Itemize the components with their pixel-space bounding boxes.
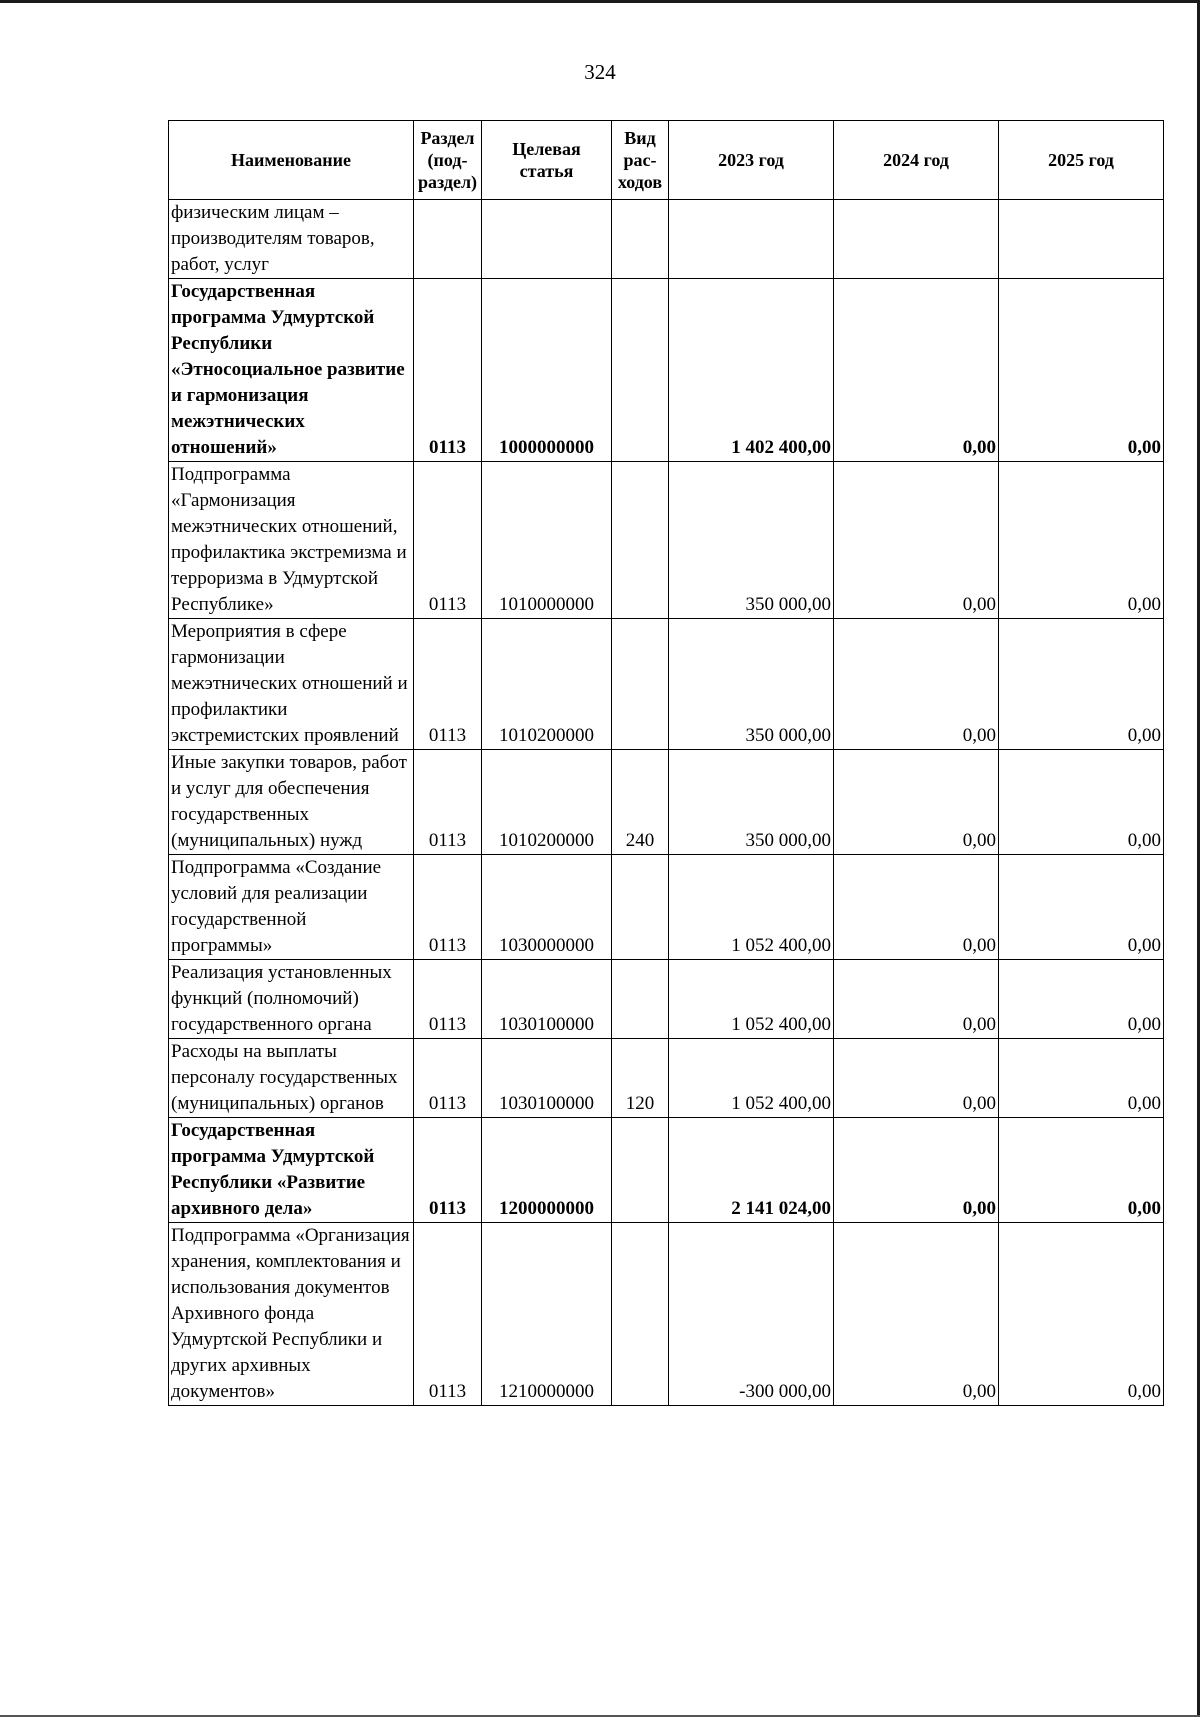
table-header-row xyxy=(169,121,1164,200)
row-2025 xyxy=(999,200,1164,279)
row-section: 0113 xyxy=(414,619,482,750)
row-target: 1030100000 xyxy=(482,960,612,1039)
row-2023: 2 141 024,00 xyxy=(669,1118,834,1223)
row-2024: 0,00 xyxy=(834,855,999,960)
row-target: 1030100000 xyxy=(482,1039,612,1118)
row-target: 1030000000 xyxy=(482,855,612,960)
row-name: физическим лицам – производителям товаров, работ, услуг xyxy=(169,200,414,279)
row-name: Иные закупки товаров, работ и услуг для обеспечения государственных (муниципальных) нужд xyxy=(169,750,414,855)
row-section: 0113 xyxy=(414,1223,482,1406)
row-2023: 1 052 400,00 xyxy=(669,855,834,960)
row-target: 1200000000 xyxy=(482,1118,612,1223)
table-row xyxy=(169,855,1164,960)
row-name: Подпрограмма «Гармонизация межэтнических отношений, профилактика экстремизма и терроризма в Удмуртской Республике» xyxy=(169,462,414,619)
scan-edge-top xyxy=(0,0,1200,3)
row-type xyxy=(612,619,669,750)
table-row xyxy=(169,462,1164,619)
row-2025: 0,00 xyxy=(999,1039,1164,1118)
row-target: 1000000000 xyxy=(482,279,612,462)
table-row xyxy=(169,960,1164,1039)
row-section: 0113 xyxy=(414,1118,482,1223)
row-name: Реализация установленных функций (полномочий) государственного органа xyxy=(169,960,414,1039)
row-name: Подпрограмма «Создание условий для реализации государственной программы» xyxy=(169,855,414,960)
row-type xyxy=(612,1223,669,1406)
row-target xyxy=(482,200,612,279)
row-2023: 1 402 400,00 xyxy=(669,279,834,462)
row-section: 0113 xyxy=(414,279,482,462)
table-row xyxy=(169,1223,1164,1406)
row-section: 0113 xyxy=(414,1039,482,1118)
table-row xyxy=(169,200,1164,279)
row-2023: -300 000,00 xyxy=(669,1223,834,1406)
row-name: Подпрограмма «Организация хранения, комплектования и использования документов Архивного фонда Удмуртской Республики и других архивных документов» xyxy=(169,1223,414,1406)
row-type xyxy=(612,855,669,960)
row-2025: 0,00 xyxy=(999,750,1164,855)
row-2025: 0,00 xyxy=(999,960,1164,1039)
row-2025: 0,00 xyxy=(999,619,1164,750)
row-section: 0113 xyxy=(414,462,482,619)
row-2024 xyxy=(834,200,999,279)
header-name: Наименование xyxy=(169,121,414,200)
row-2024: 0,00 xyxy=(834,960,999,1039)
row-section xyxy=(414,200,482,279)
row-2025: 0,00 xyxy=(999,279,1164,462)
row-2024: 0,00 xyxy=(834,1118,999,1223)
row-section: 0113 xyxy=(414,960,482,1039)
row-target: 1010200000 xyxy=(482,750,612,855)
table-row xyxy=(169,619,1164,750)
header-2023: 2023 год xyxy=(669,121,834,200)
row-2025: 0,00 xyxy=(999,462,1164,619)
row-type xyxy=(612,1118,669,1223)
table-row xyxy=(169,1118,1164,1223)
row-type xyxy=(612,960,669,1039)
row-2024: 0,00 xyxy=(834,750,999,855)
row-2023: 350 000,00 xyxy=(669,750,834,855)
row-2023: 350 000,00 xyxy=(669,462,834,619)
row-2023 xyxy=(669,200,834,279)
row-2024: 0,00 xyxy=(834,619,999,750)
page-number: 324 xyxy=(584,60,616,84)
header-2025: 2025 год xyxy=(999,121,1164,200)
row-2023: 350 000,00 xyxy=(669,619,834,750)
row-target: 1010200000 xyxy=(482,619,612,750)
row-type: 240 xyxy=(612,750,669,855)
row-name: Государственная программа Удмуртской Республики «Этносоциальное развитие и гармонизация межэтнических отношений» xyxy=(169,279,414,462)
row-2024: 0,00 xyxy=(834,1223,999,1406)
row-section: 0113 xyxy=(414,855,482,960)
header-type: Вид рас-ходов xyxy=(612,121,669,200)
row-section: 0113 xyxy=(414,750,482,855)
row-2024: 0,00 xyxy=(834,1039,999,1118)
header-section: Раздел (под-раздел) xyxy=(414,121,482,200)
row-type xyxy=(612,462,669,619)
header-2024: 2024 год xyxy=(834,121,999,200)
row-2025: 0,00 xyxy=(999,855,1164,960)
row-type xyxy=(612,279,669,462)
row-2025: 0,00 xyxy=(999,1223,1164,1406)
budget-table xyxy=(168,120,1164,1406)
row-name: Расходы на выплаты персоналу государственных (муниципальных) органов xyxy=(169,1039,414,1118)
row-target: 1010000000 xyxy=(482,462,612,619)
row-2025: 0,00 xyxy=(999,1118,1164,1223)
row-type xyxy=(612,200,669,279)
row-2024: 0,00 xyxy=(834,279,999,462)
row-name: Мероприятия в сфере гармонизации межэтнических отношений и профилактики экстремистских проявлений xyxy=(169,619,414,750)
row-2024: 0,00 xyxy=(834,462,999,619)
header-target: Целевая статья xyxy=(482,121,612,200)
row-2023: 1 052 400,00 xyxy=(669,960,834,1039)
table-row xyxy=(169,750,1164,855)
table-row xyxy=(169,1039,1164,1118)
row-target: 1210000000 xyxy=(482,1223,612,1406)
table-row xyxy=(169,279,1164,462)
row-name: Государственная программа Удмуртской Республики «Развитие архивного дела» xyxy=(169,1118,414,1223)
row-2023: 1 052 400,00 xyxy=(669,1039,834,1118)
row-type: 120 xyxy=(612,1039,669,1118)
